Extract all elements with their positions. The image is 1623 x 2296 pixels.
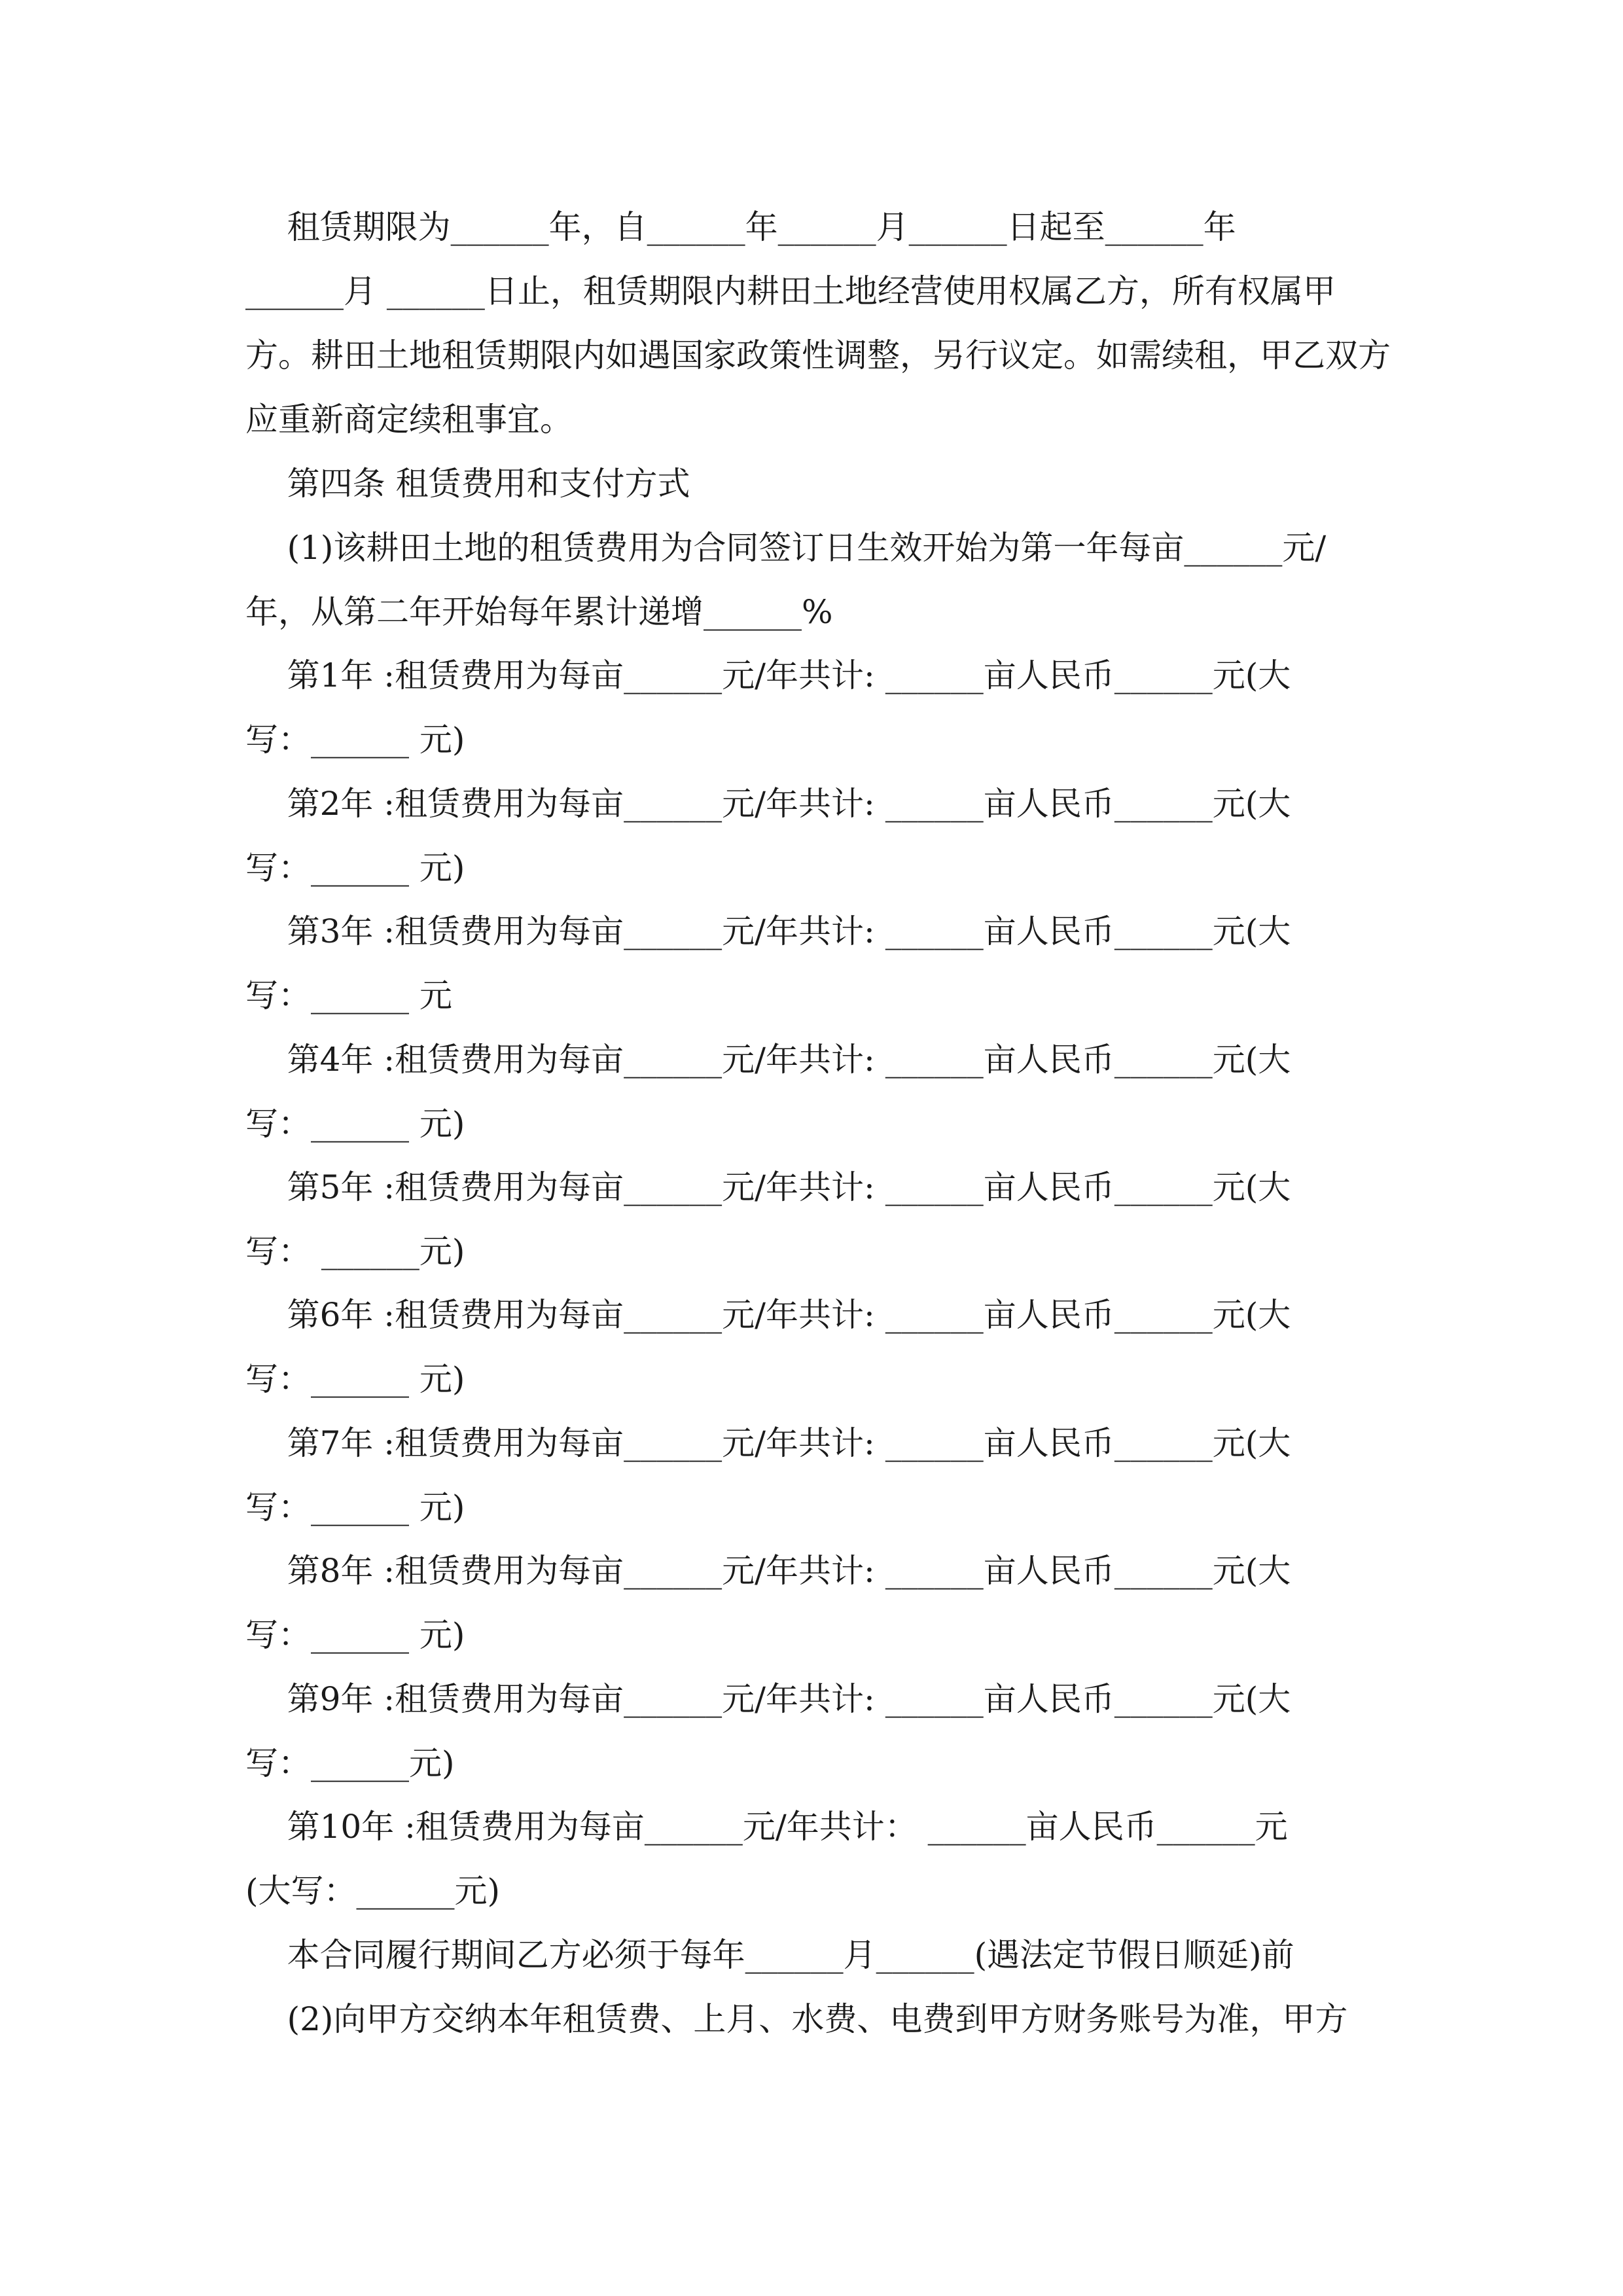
year-8-amount-line: 写：______ 元) <box>245 1616 465 1654</box>
year-1-amount-line: 写：______ 元) <box>245 721 465 759</box>
year-2-line: 第2年 :租赁费用为每亩______元/年共计: ______亩人民币______元(大 <box>245 785 1291 823</box>
text-line: 本合同履行期间乙方必须于每年______月______(遇法定节假日顺延)前 <box>245 1936 1294 1974</box>
text-line: 年，从第二年开始每年累计递增______% <box>245 593 833 631</box>
text-line: (2)向甲方交纳本年租赁费、上月、水费、电费到甲方财务账号为准，甲方 <box>245 2000 1348 2038</box>
year-6-amount-line: 写：______ 元) <box>245 1360 465 1398</box>
year-1-line: 第1年 :租赁费用为每亩______元/年共计: ______亩人民币______元(大 <box>245 656 1291 694</box>
year-2-amount-line: 写：______ 元) <box>245 849 465 887</box>
year-5-line: 第5年 :租赁费用为每亩______元/年共计: ______亩人民币______元(大 <box>245 1168 1291 1206</box>
year-7-line: 第7年 :租赁费用为每亩______元/年共计: ______亩人民币______元(大 <box>245 1424 1291 1462</box>
year-3-line: 第3年 :租赁费用为每亩______元/年共计: ______亩人民币______元(大 <box>245 912 1291 950</box>
text-line: 应重新商定续租事宜。 <box>245 401 573 439</box>
year-5-amount-line: 写： ______元) <box>245 1232 465 1270</box>
year-6-line: 第6年 :租赁费用为每亩______元/年共计: ______亩人民币______元(大 <box>245 1296 1291 1334</box>
year-9-amount-line: 写：______元) <box>245 1744 455 1782</box>
year-3-amount-line: 写：______ 元 <box>245 977 452 1014</box>
year-4-amount-line: 写：______ 元) <box>245 1105 465 1143</box>
year-10-line: 第10年 :租赁费用为每亩______元/年共计： ______亩人民币______元 <box>245 1808 1288 1846</box>
year-9-line: 第9年 :租赁费用为每亩______元/年共计: ______亩人民币______元(大 <box>245 1680 1291 1718</box>
text-line: (1)该耕田土地的租赁费用为合同签订日生效开始为第一年每亩______元/ <box>245 529 1327 567</box>
year-7-amount-line: 写：______ 元) <box>245 1488 465 1526</box>
year-8-line: 第8年 :租赁费用为每亩______元/年共计: ______亩人民币______元(大 <box>245 1552 1291 1590</box>
year-10-amount-line: (大写：______元) <box>245 1872 501 1910</box>
text-line: ______月 ______日止，租赁期限内耕田土地经营使用权属乙方，所有权属甲 <box>245 272 1336 310</box>
year-4-line: 第4年 :租赁费用为每亩______元/年共计: ______亩人民币______元(大 <box>245 1041 1291 1079</box>
text-line: 租赁期限为______年，自______年______月______日起至______年 <box>245 208 1236 246</box>
text-line: 方。耕田土地租赁期限内如遇国家政策性调整，另行议定。如需续租，甲乙双方 <box>245 336 1391 374</box>
section-heading: 第四条 租赁费用和支付方式 <box>245 465 690 503</box>
